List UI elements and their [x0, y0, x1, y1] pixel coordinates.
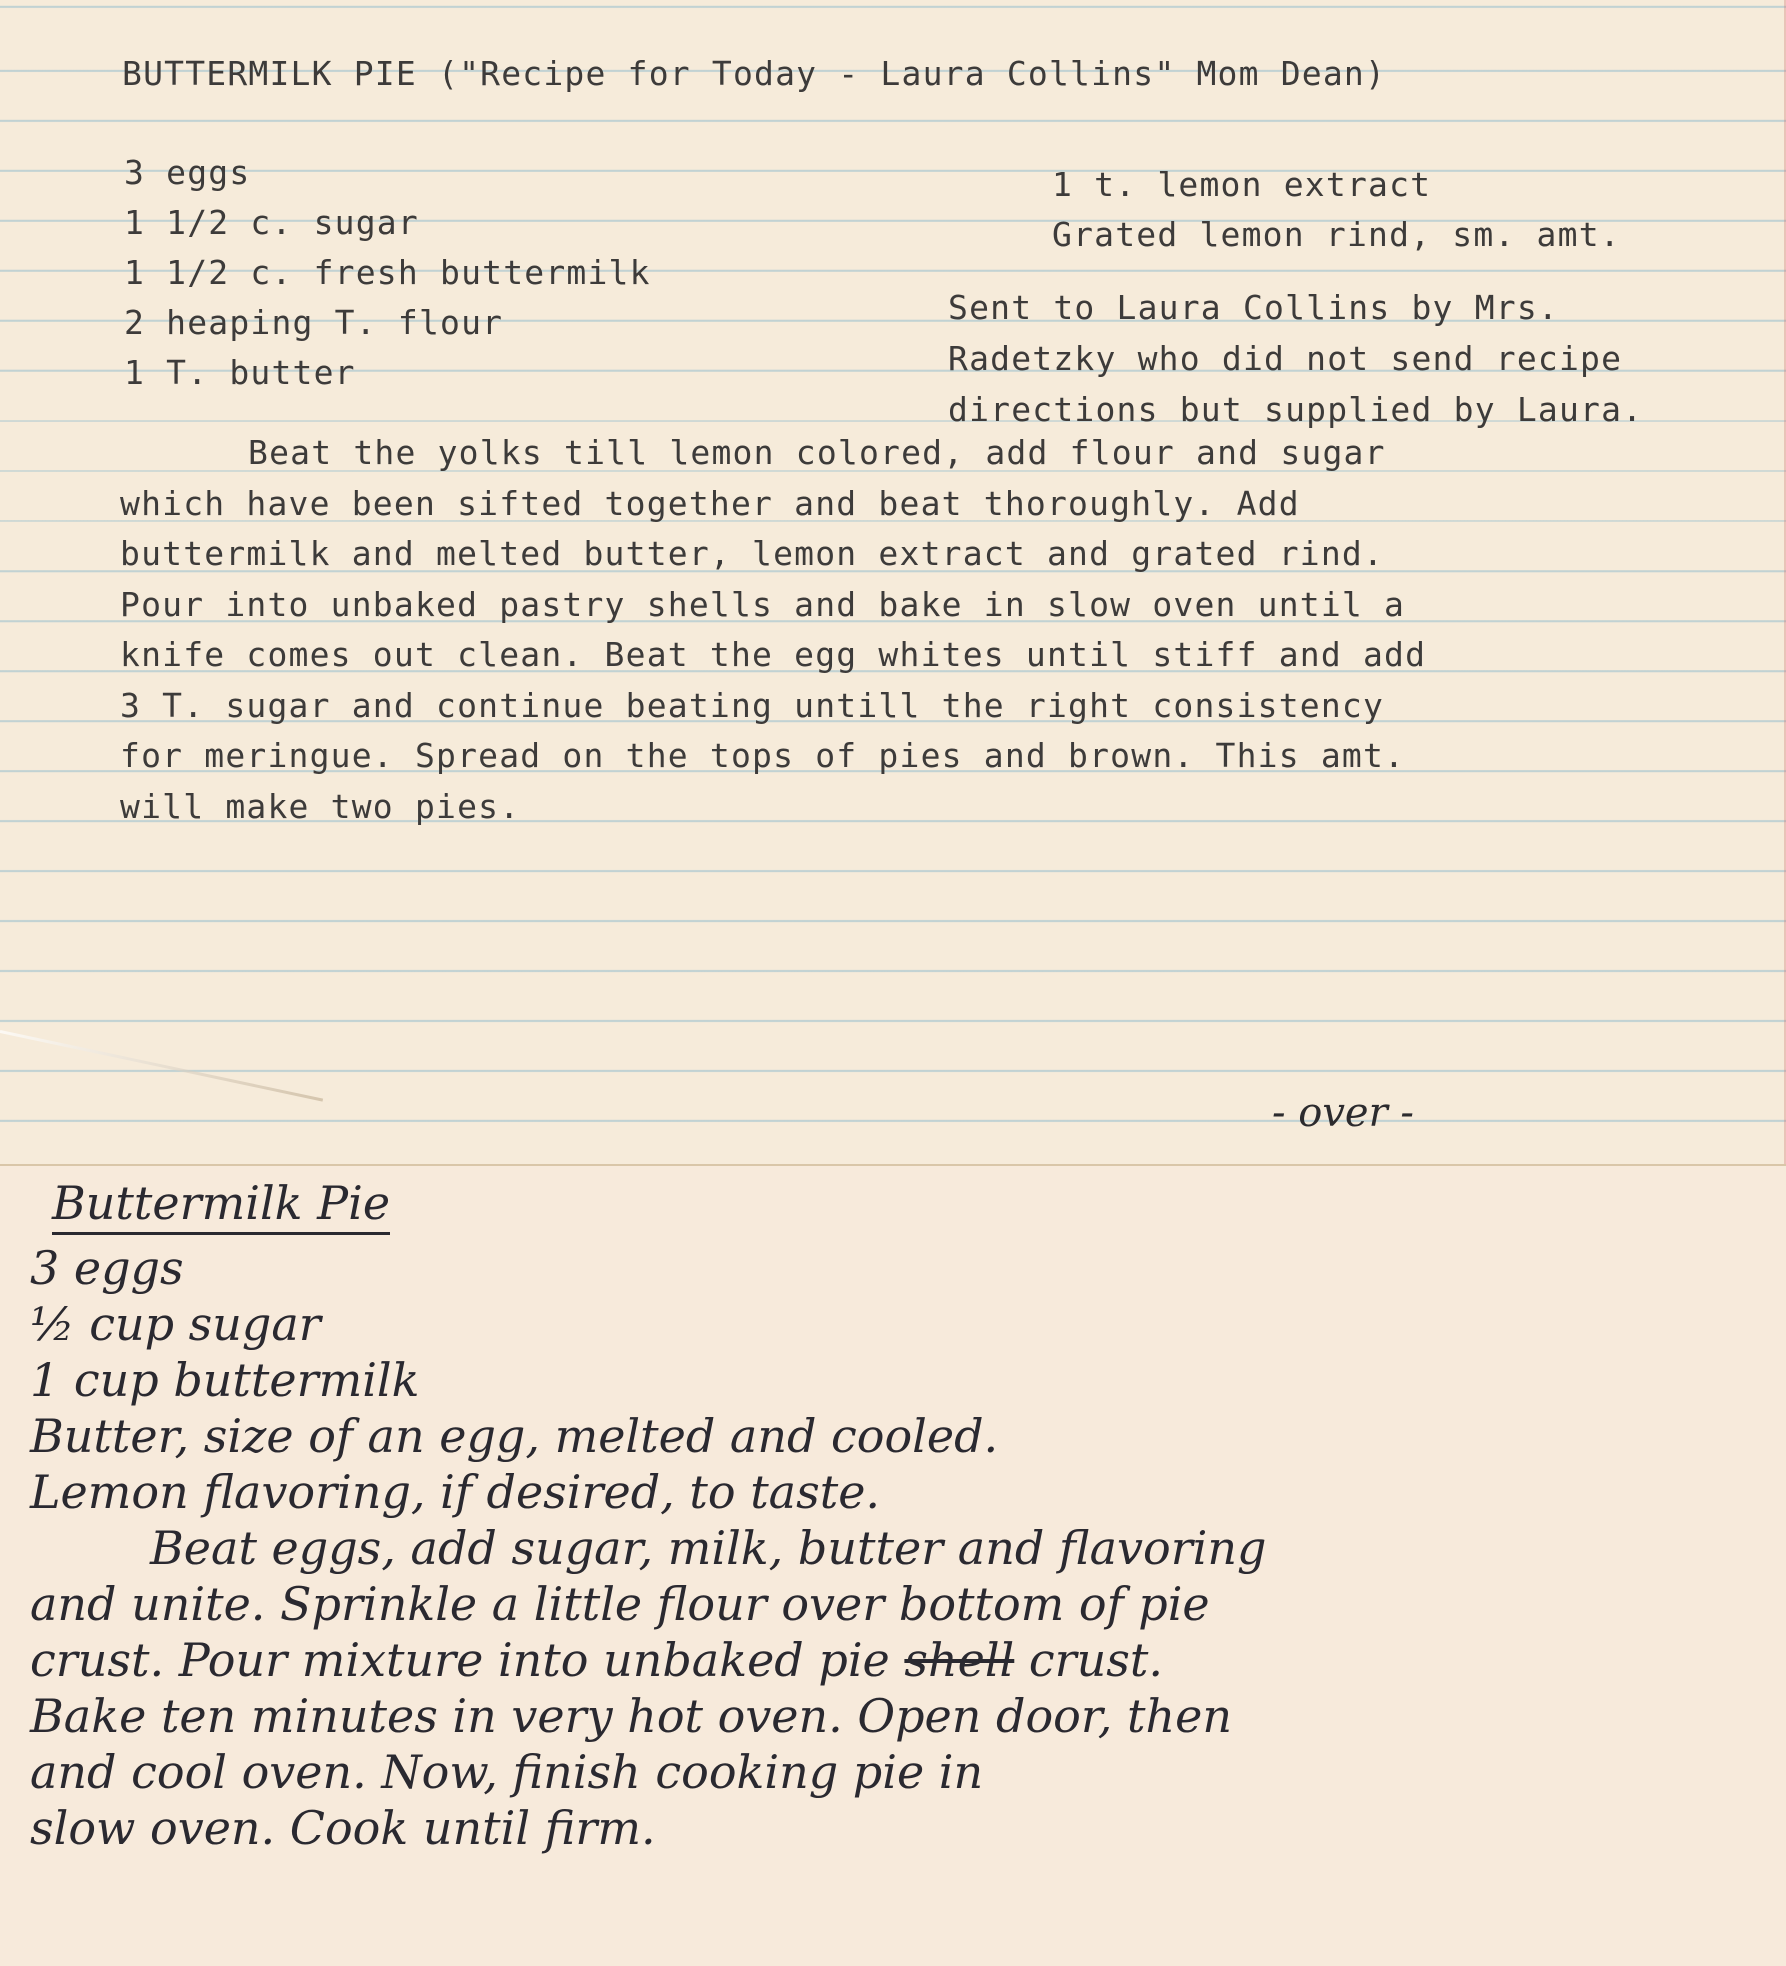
ingredient-item: 1 1/2 c. fresh buttermilk: [124, 253, 651, 292]
handwritten-recipe-lines: [30, 1240, 1266, 1856]
handwritten-line: and cool oven. Now, finish cooking pie in: [30, 1745, 984, 1799]
direction-line: buttermilk and melted butter, lemon extract and grated rind.: [120, 534, 1385, 573]
source-note: [948, 282, 1643, 435]
recipe-directions: [120, 428, 1426, 832]
ingredient-item: 1 1/2 c. sugar: [124, 203, 419, 242]
ingredient-item: 1 T. butter: [124, 353, 356, 392]
handwritten-line: Beat eggs, add sugar, milk, butter and flavoring: [150, 1521, 1267, 1575]
handwritten-title: Buttermilk Pie: [52, 1176, 390, 1235]
ingredients-left-list: [124, 148, 651, 398]
crust-word: crust.: [1028, 1633, 1163, 1687]
handwritten-line: 3 eggs: [30, 1241, 184, 1295]
recipe-title: BUTTERMILK PIE ("Recipe for Today - Laura Collins" Mom Dean): [122, 54, 1387, 93]
note-line: Radetzky who did not send recipe: [948, 339, 1623, 378]
handwritten-line-text: crust. Pour mixture into unbaked pie: [30, 1633, 890, 1687]
note-line: Sent to Laura Collins by Mrs.: [948, 288, 1559, 327]
ingredient-item: 3 eggs: [124, 153, 251, 192]
handwritten-line: and unite. Sprinkle a little flour over bottom of pie: [30, 1577, 1210, 1631]
direction-line: will make two pies.: [120, 786, 521, 826]
card-crease: [0, 1030, 323, 1102]
handwritten-line: Bake ten minutes in very hot oven. Open door, then: [30, 1689, 1232, 1743]
handwritten-line: Butter, size of an egg, melted and cooled.: [30, 1409, 999, 1463]
direction-line: Beat the yolks till lemon colored, add flour and sugar: [248, 433, 1386, 472]
direction-line: which have been sifted together and beat thoroughly. Add: [120, 483, 1300, 523]
over-note: - over -: [1272, 1090, 1414, 1136]
handwritten-line: 1 cup buttermilk: [30, 1353, 420, 1407]
handwritten-line: [30, 1632, 1266, 1688]
ingredient-item: 1 t. lemon extract: [1052, 165, 1432, 204]
handwritten-line: slow oven. Cook until firm.: [30, 1801, 656, 1855]
handwritten-line: ½ cup sugar: [30, 1297, 321, 1351]
direction-line: Pour into unbaked pastry shells and bake in slow oven until a: [120, 584, 1406, 624]
direction-line: for meringue. Spread on the tops of pies and brown. This amt.: [120, 736, 1406, 775]
handwritten-line: Lemon flavoring, if desired, to taste.: [30, 1465, 881, 1519]
ingredients-right-list: [1052, 160, 1621, 260]
ingredient-item: 2 heaping T. flour: [124, 303, 504, 342]
note-line: directions but supplied by Laura.: [948, 390, 1644, 429]
ingredient-item: Grated lemon rind, sm. amt.: [1052, 215, 1621, 254]
direction-line: 3 T. sugar and continue beating untill the right consistency: [120, 685, 1385, 725]
struck-word: shell: [904, 1633, 1015, 1687]
direction-line: knife comes out clean. Beat the egg whites until stiff and add: [120, 635, 1427, 674]
